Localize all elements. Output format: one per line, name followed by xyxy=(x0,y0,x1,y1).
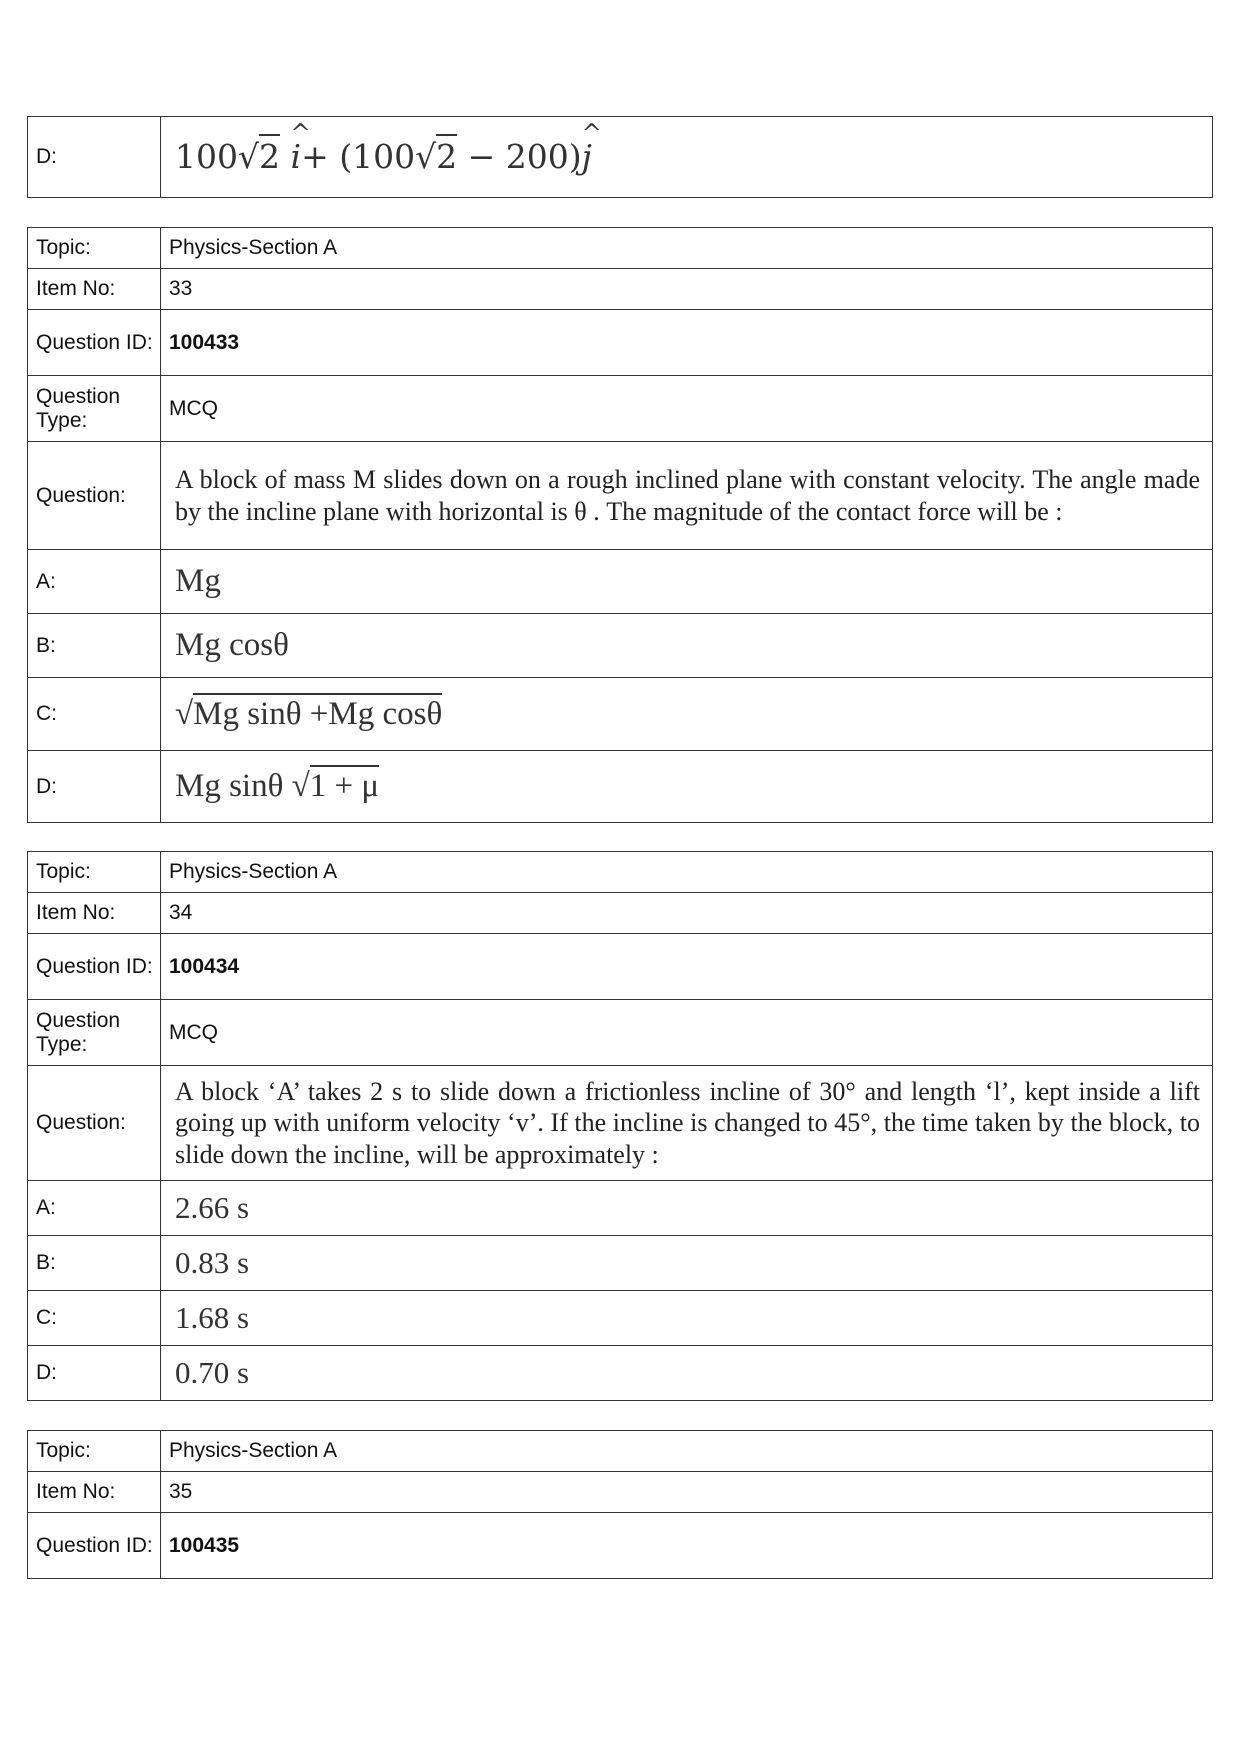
topic-label: Topic: xyxy=(28,228,161,269)
topic-label: Topic: xyxy=(28,1431,161,1472)
option-a-label: A: xyxy=(28,1181,161,1236)
question-34-table xyxy=(27,851,1213,1401)
option-a-label: A: xyxy=(28,550,161,614)
question-type-value: MCQ xyxy=(161,376,1213,442)
question-row xyxy=(28,442,1213,550)
item-no-row xyxy=(28,893,1213,934)
question-row xyxy=(28,1066,1213,1181)
topic-label: Topic: xyxy=(28,852,161,893)
option-b-value: Mg cosθ xyxy=(161,614,1213,678)
topic-value: Physics-Section A xyxy=(161,852,1213,893)
item-no-value: 33 xyxy=(161,269,1213,310)
option-a-value: Mg xyxy=(161,550,1213,614)
option-c-value: √Mg sinθ +Mg cosθ xyxy=(161,678,1213,751)
question-type-row xyxy=(28,376,1213,442)
option-b-label: B: xyxy=(28,614,161,678)
option-a-row xyxy=(28,550,1213,614)
option-a-value: 2.66 s xyxy=(161,1181,1213,1236)
prev-question-table xyxy=(27,116,1213,198)
item-no-value: 35 xyxy=(161,1472,1213,1513)
question-text: A block of mass M slides down on a rough inclined plane with constant velocity. The angle made by the incline plane with horizontal is θ . The magnitude of the contact force will be : xyxy=(161,442,1213,550)
item-no-value: 34 xyxy=(161,893,1213,934)
question-35-table xyxy=(27,1430,1213,1579)
question-33-table xyxy=(27,227,1213,823)
option-c-label: C: xyxy=(28,678,161,751)
topic-row xyxy=(28,852,1213,893)
topic-value: Physics-Section A xyxy=(161,228,1213,269)
question-type-label: Question Type: xyxy=(28,376,161,442)
question-id-label: Question ID: xyxy=(28,310,161,376)
question-id-value: 100433 xyxy=(161,310,1213,376)
option-d-label: D: xyxy=(28,117,161,198)
option-b-row xyxy=(28,614,1213,678)
option-d-row xyxy=(28,1346,1213,1401)
question-id-row xyxy=(28,1513,1213,1579)
question-type-row xyxy=(28,1000,1213,1066)
topic-row xyxy=(28,228,1213,269)
item-no-label: Item No: xyxy=(28,893,161,934)
item-no-row xyxy=(28,1472,1213,1513)
option-d-label: D: xyxy=(28,1346,161,1401)
option-b-value: 0.83 s xyxy=(161,1236,1213,1291)
question-id-label: Question ID: xyxy=(28,1513,161,1579)
option-c-label: C: xyxy=(28,1291,161,1346)
vector-expression: 100√2 ^ i+ (100√2 − 200)^ j xyxy=(175,137,592,176)
question-text: A block ‘A’ takes 2 s to slide down a frictionless incline of 30° and length ‘l’, kept inside a lift going up with uniform velocity ‘v’. If the incline is changed to 45°, the time taken by the block, to slide down the incline, will be approximately : xyxy=(161,1066,1213,1181)
option-d-label: D: xyxy=(28,751,161,823)
question-id-value: 100435 xyxy=(161,1513,1213,1579)
option-d-row xyxy=(28,117,1213,198)
option-c-radicand: Mg sinθ +Mg cosθ xyxy=(193,693,442,732)
option-a-row xyxy=(28,1181,1213,1236)
question-id-row xyxy=(28,934,1213,1000)
question-id-label: Question ID: xyxy=(28,934,161,1000)
item-no-label: Item No: xyxy=(28,269,161,310)
question-id-value: 100434 xyxy=(161,934,1213,1000)
option-c-row xyxy=(28,678,1213,751)
question-id-row xyxy=(28,310,1213,376)
item-no-label: Item No: xyxy=(28,1472,161,1513)
option-b-row xyxy=(28,1236,1213,1291)
question-label: Question: xyxy=(28,442,161,550)
option-d-value: Mg sinθ √1 + μ xyxy=(161,751,1213,823)
option-d-row xyxy=(28,751,1213,823)
option-c-row xyxy=(28,1291,1213,1346)
option-b-label: B: xyxy=(28,1236,161,1291)
option-d-value xyxy=(161,117,1213,198)
option-c-value: 1.68 s xyxy=(161,1291,1213,1346)
item-no-row xyxy=(28,269,1213,310)
topic-value: Physics-Section A xyxy=(161,1431,1213,1472)
option-d-radicand: 1 + μ xyxy=(310,765,379,804)
question-label: Question: xyxy=(28,1066,161,1181)
question-type-label: Question Type: xyxy=(28,1000,161,1066)
topic-row xyxy=(28,1431,1213,1472)
question-type-value: MCQ xyxy=(161,1000,1213,1066)
option-d-value: 0.70 s xyxy=(161,1346,1213,1401)
